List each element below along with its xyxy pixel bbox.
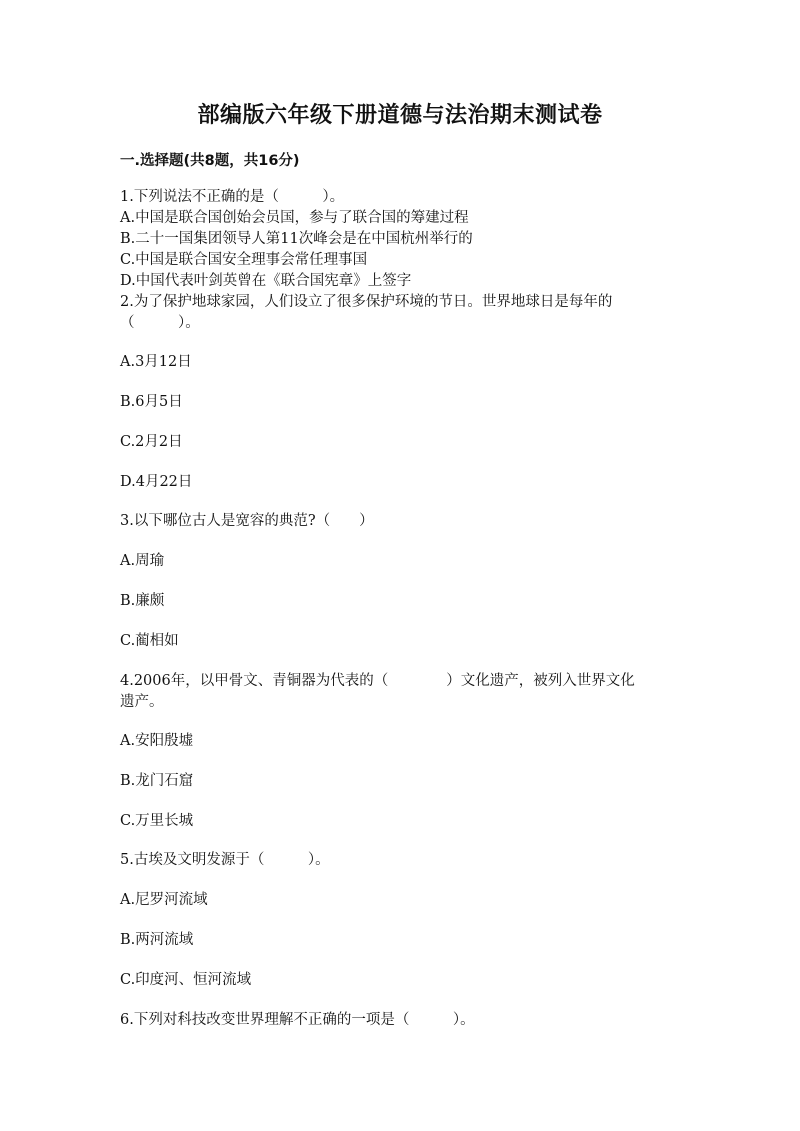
question-5-option-a: A.尼罗河流域 <box>120 892 208 908</box>
question-1-option-c: C.中国是联合国安全理事会常任理事国 <box>120 252 368 268</box>
question-3-stem: 3.以下哪位古人是宽容的典范?（ ） <box>120 513 374 529</box>
question-4-stem-cont: 遗产。 <box>120 694 164 710</box>
question-6-stem: 6.下列对科技改变世界理解不正确的一项是（ ）。 <box>120 1012 475 1028</box>
question-2-option-d: D.4月22日 <box>120 474 193 490</box>
question-2-stem: 2.为了保护地球家园，人们设立了很多保护环境的节日。世界地球日是每年的 <box>120 294 613 310</box>
question-2-option-c: C.2月2日 <box>120 434 183 450</box>
question-1-option-a: A.中国是联合国创始会员国，参与了联合国的筹建过程 <box>120 210 469 226</box>
question-1-option-d: D.中国代表叶剑英曾在《联合国宪章》上签字 <box>120 273 412 289</box>
question-3-option-c: C.蔺相如 <box>120 633 179 649</box>
question-3-option-a: A.周瑜 <box>120 553 165 569</box>
question-2-option-b: B.6月5日 <box>120 394 183 410</box>
question-5-option-c: C.印度河、恒河流域 <box>120 972 252 988</box>
question-2-option-a: A.3月12日 <box>120 354 192 370</box>
question-2-stem-cont: （ ）。 <box>120 315 200 331</box>
question-1-stem: 1.下列说法不正确的是（ ）。 <box>120 189 345 205</box>
section-heading: 一.选择题(共8题，共16分) <box>120 153 300 169</box>
question-4-stem: 4.2006年，以甲骨文、青铜器为代表的（ ）文化遗产，被列入世界文化 <box>120 673 635 689</box>
question-3-option-b: B.廉颇 <box>120 593 165 609</box>
page-title: 部编版六年级下册道德与法治期末测试卷 <box>197 103 603 128</box>
question-5-option-b: B.两河流域 <box>120 932 194 948</box>
question-4-option-b: B.龙门石窟 <box>120 773 194 789</box>
question-1-option-b: B.二十一国集团领导人第11次峰会是在中国杭州举行的 <box>120 231 473 247</box>
question-4-option-a: A.安阳殷墟 <box>120 733 194 749</box>
question-5-stem: 5.古埃及文明发源于（ ）。 <box>120 852 330 868</box>
question-4-option-c: C.万里长城 <box>120 813 194 829</box>
